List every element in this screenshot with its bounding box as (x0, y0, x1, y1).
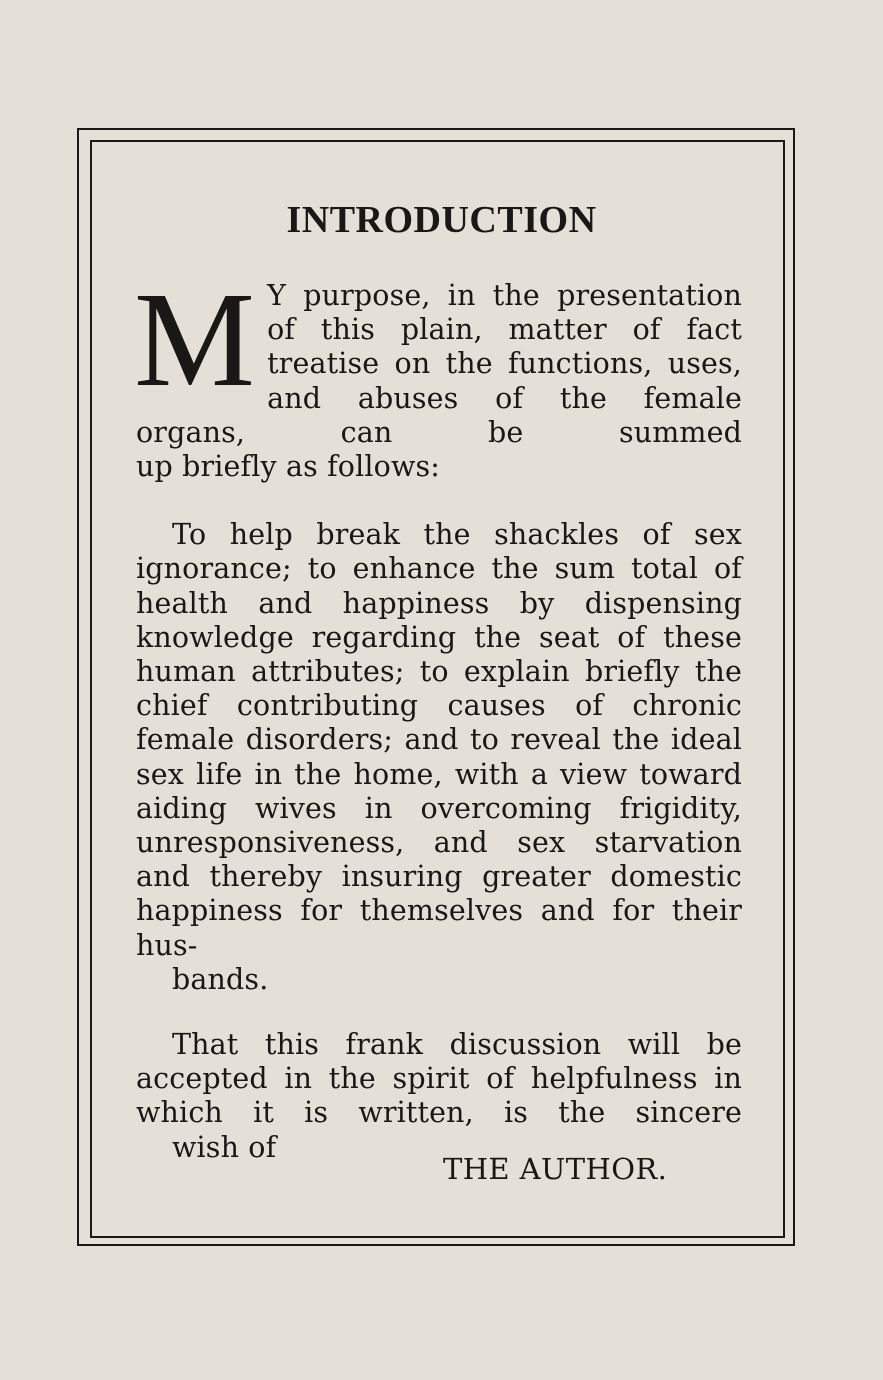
paragraph-2-last-line: bands. (172, 962, 269, 996)
paragraph-1-text: Y purpose, in the presentation of this plain, matter of fact treatise on the functions, uses, and abuses of the female organs, can be summed (136, 279, 742, 449)
paragraph-2-text: To help break the shackles of sex ignorance; to enhance the sum total of health and happiness by dispensing knowledge regarding the seat of these human attributes; to explain briefly the chief contributing causes of chronic female disorders; and to reveal the ideal sex life in the home, with a view toward aiding wives in overcoming frigidity, unresponsiveness, and sex starvation and thereby insuring greater domestic happiness for themselves and for their hus- (136, 518, 742, 962)
paragraph-1 (134, 265, 742, 484)
paragraph-2 (136, 518, 742, 997)
paragraph-3-last-line: wish of (172, 1130, 277, 1164)
introduction-body (134, 265, 742, 1165)
author-signature: THE AUTHOR. (443, 1152, 668, 1186)
paragraph-3-text: That this frank discussion will be accepted in the spirit of helpfulness in which it is written, is the sincere (136, 1028, 742, 1130)
paragraph-1-last-line: up briefly as follows: (136, 450, 441, 484)
paragraph-3 (136, 1028, 742, 1165)
drop-cap: M (134, 265, 256, 415)
page-title: INTRODUCTION (286, 199, 597, 241)
